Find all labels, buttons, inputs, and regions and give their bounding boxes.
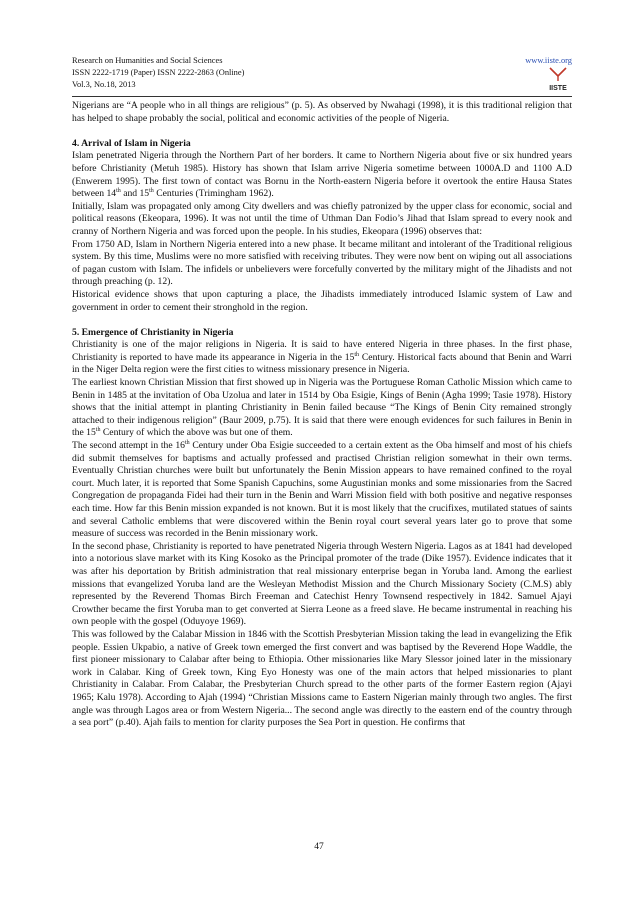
- page-number: 47: [314, 842, 324, 852]
- paragraph: This was followed by the Calabar Mission in 1846 with the Scottish Presbyterian Mission taking the lead in evangelizing the Efik people. Essien Ukpabio, a native of Greek town emerged the first convert and was baptised by the Reverend Hope Waddle, the first pioneer missionary to Calabar after being to Ethiopia. Other missionaries like Mary Slessor joined later in the missionary work in Calabar. King of Greek town, King Eyo Honesty was one of the main actors that helped missionaries to plant Christianity in Calabar. From Calabar, the Presbyterian Church spread to the other parts of the former Eastern region (Ajayi 1965; Kalu 1978). According to Ajah (1994) “Christian Missions came to Eastern Nigerian mainly through two angles. The first angle was through Lagos area or from Western Nigeria... The second angle was directly to the eastern end of the country through a sea port” (p.40). Ajah fails to mention for clarity purposes the Sea Port in question. He confirms that: [72, 628, 572, 729]
- paragraph: Christianity is one of the major religions in Nigeria. It is said to have entered Nigeria in three phases. In the first phase, Christianity is reported to have made its appearance in Nigeria in the 15th Century. Historical facts abound that Benin and Warri in the Niger Delta region were the first cities to witness missionary presence in Nigeria.: [72, 339, 572, 376]
- paragraph: Initially, Islam was propagated only among City dwellers and was chiefly patronized by the upper class for economic, social and political reasons (Ekeopara, 1996). It was not until the time of Uthman Dan Fodio’s Jihad that Islam spread to every nook and cranny of Northern Nigeria and was forced upon the people. In his studies, Ekeopara (1996) observes that:: [72, 200, 572, 237]
- section-heading-christianity: 5. Emergence of Christianity in Nigeria: [72, 326, 234, 338]
- header-divider: [72, 96, 572, 97]
- paragraph: The second attempt in the 16th Century under Oba Esigie succeeded to a certain extent as the Oba himself and most of his chiefs did submit themselves for baptisms and actually professed and practised Christian religion somewhat in their own terms. Eventually Christian churches were built but unfortunately the Benin Mission appears to have remained confined to the royal court. Much later, it is reported that Some Spanish Capuchins, some Augustinian monks and some missionaries from the Sacred Congregation de propaganda Fidei had their turn in the Benin and Warri Mission field with both positive and negative responses each time. How far this Benin mission expanded is not known. But it is most likely that the crucifixes, mutilated statues of saints and several Catholic emblems that were discovered within the Benin royal court several years later go to prove that some measure of success was recorded in the Benin missionary work.: [72, 439, 572, 540]
- volume-issue: Vol.3, No.18, 2013: [72, 80, 136, 89]
- svg-text:IISTE: IISTE: [549, 85, 567, 92]
- block-quote: From 1750 AD, Islam in Northern Nigeria entered into a new phase. It became militant and intolerant of the Traditional religious system. By this time, Muslims were no more satisfied with receiving tributes. They were now bent on wiping out all associations of pagan custom with Islam. The infidels or unbelievers were forcefully converted by the military might of the Jihadists and not through preaching (p. 12).: [72, 238, 572, 288]
- issn: ISSN 2222-1719 (Paper) ISSN 2222-2863 (Online): [72, 68, 245, 77]
- article-body: [72, 100, 572, 730]
- paragraph: In the second phase, Christianity is reported to have penetrated Nigeria through Western Nigeria. Lagos as at 1841 had developed into a notorious slave market with its King Kosoko as the Principal promoter of the trade (Dike 1957). Evidence indicates that it was after his deportation by British administration that real missionary enterprise began in Yoruba land. Among the earliest missions that evangelized Yoruba land are the Wesleyan Methodist Mission and the Church Missionary Society (C.M.S) ably represented by the Reverend Thomas Birch Freeman and Catechist Henry Townsend respectively in 1842. Samuel Ajayi Crowther became the first Yoruba man to get converted at Sierra Leone as a freed slave. He became instrumental in reaching his own people with the gospel (Oduyoye 1969).: [72, 540, 572, 628]
- intro-paragraph: Nigerians are “A people who in all things are religious” (p. 5). As observed by Nwahagi (1998), it is this traditional religion that has helped to shape probably the social, political and economic activities of the people of Nigeria.: [72, 100, 572, 124]
- iiste-logo-icon: [544, 66, 572, 92]
- paragraph: The earliest known Christian Mission that first showed up in Nigeria was the Portuguese Roman Catholic Mission which came to Benin in 1485 at the invitation of Oba Uzolua and later in 1514 by Oba Esigie, Kings of Benin (Agha 1999; Tasie 1978). History shows that the initial attempt in planting Christianity in Benin failed because “The Kings of Benin City remained strongly attached to their indigenous religion” (Baur 2009, p.75). It is said that there were enough evidences for such failures in Benin in the 15th Century of which the above was but one of them.: [72, 377, 572, 439]
- paragraph: Islam penetrated Nigeria through the Northern Part of her borders. It came to Northern Nigeria about five or six hundred years before Christianity (Metuh 1985). History has shown that Islam arrive Nigeria sometime between 1000A.D and 1100 A.D (Enwerem 1995). The first town of contact was Bornu in the North-eastern Nigeria before it overtook the entire Hausa States between 14th and 15th Centuries (Trimingham 1962).: [72, 150, 572, 200]
- section-heading-islam: 4. Arrival of Islam in Nigeria: [72, 137, 191, 149]
- page-header: [72, 55, 572, 91]
- journal-url-link[interactable]: www.iiste.org: [525, 56, 572, 65]
- journal-name: Research on Humanities and Social Sciences: [72, 56, 223, 65]
- paragraph: Historical evidence shows that upon capturing a place, the Jihadists immediately introduced Islamic system of Law and government in order to cement their stronghold in the region.: [72, 288, 572, 313]
